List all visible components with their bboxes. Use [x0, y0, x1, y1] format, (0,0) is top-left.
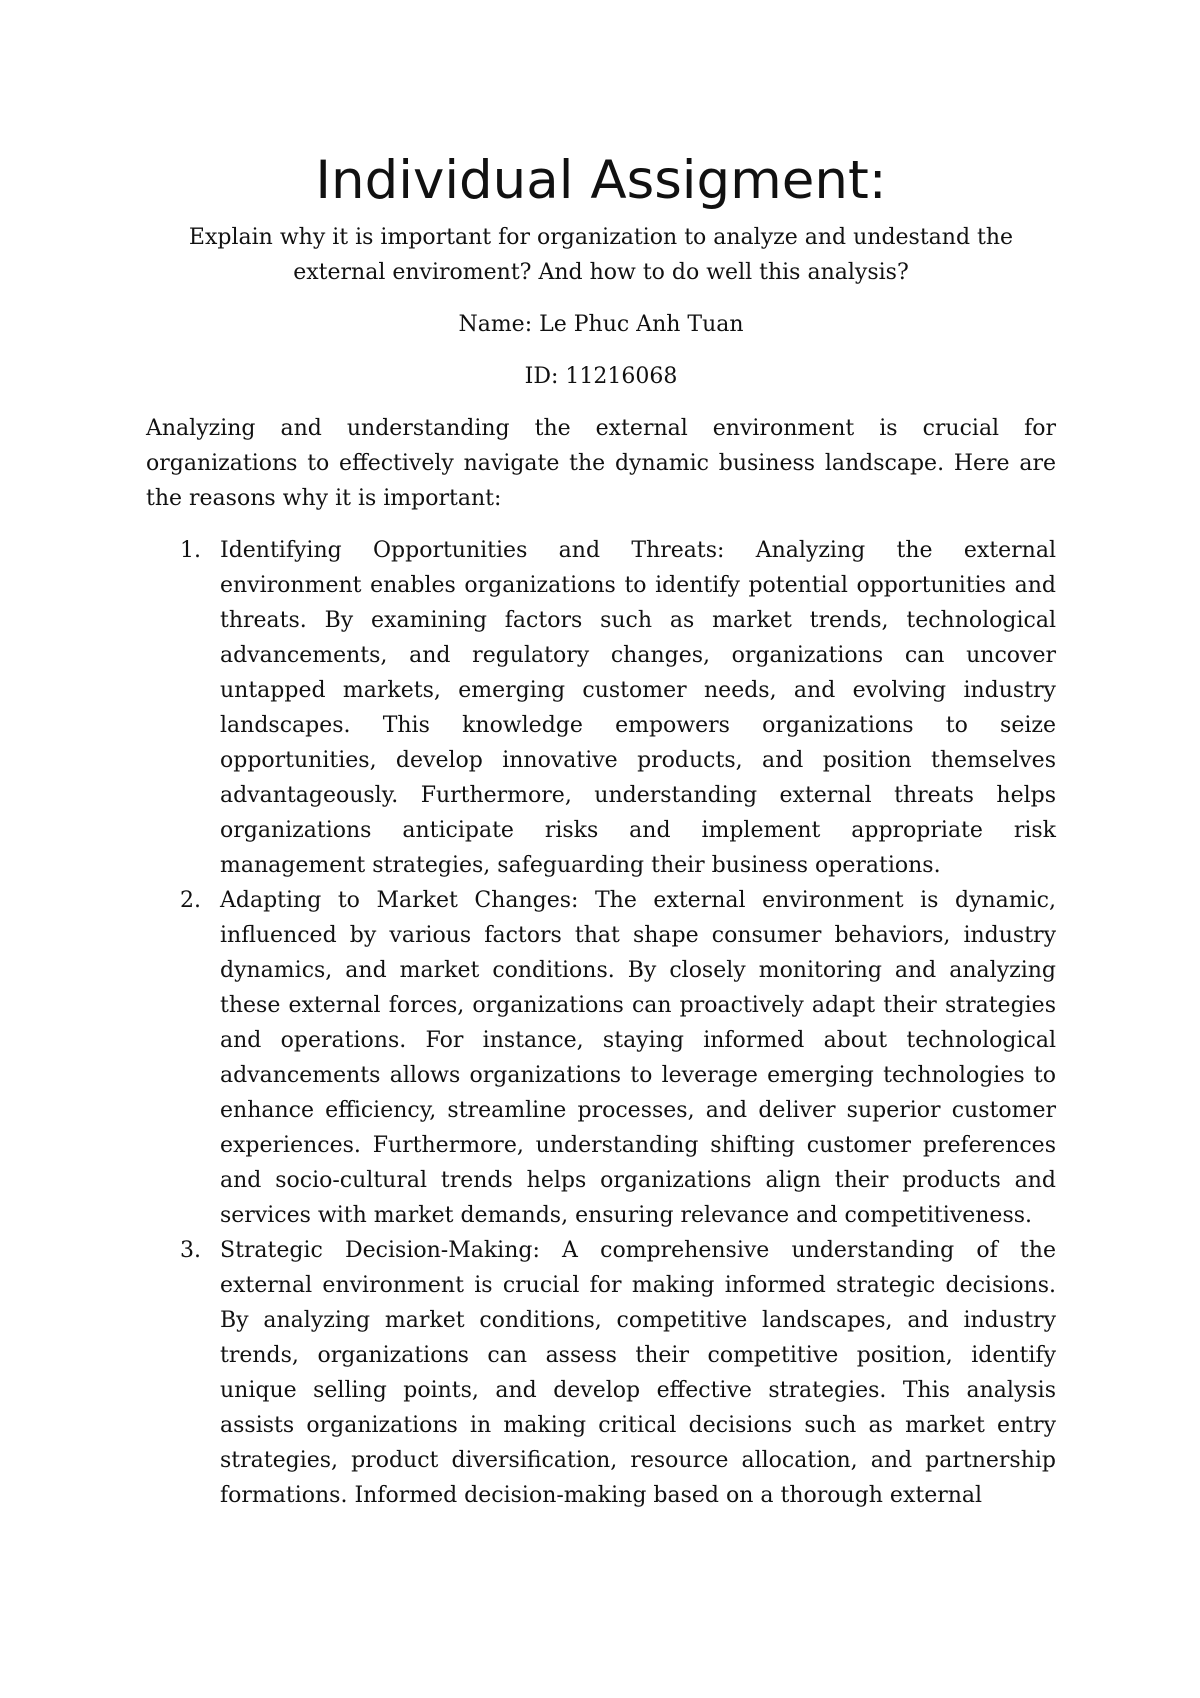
- reasons-list: [146, 533, 1056, 1513]
- reason-item-2: [146, 883, 1056, 1233]
- reason-number: 3.: [180, 1238, 201, 1263]
- reason-number: 1.: [180, 538, 201, 563]
- reason-text: Adapting to Market Changes: The external environment is dynamic, influenced by various factors that shape consumer behaviors, industry dynamics, and market conditions. By closely monitoring and analyzing these external forces, organizations can proactively adapt their strategies and operations. For instance, staying informed about technological advancements allows organizations to leverage emerging technologies to enhance efficiency, streamline processes, and deliver superior customer experiences. Furthermore, understanding shifting customer preferences and socio-cultural trends helps organizations align their products and services with market demands, ensuring relevance and competitiveness.: [220, 888, 1056, 1228]
- assignment-question: Explain why it is important for organization to analyze and undestand the external enviroment? And how to do well this analysis?: [188, 225, 1014, 285]
- reason-text: Strategic Decision-Making: A comprehensive understanding of the external environment is crucial for making informed strategic decisions. By analyzing market conditions, competitive landscapes, and industry trends, organizations can assess their competitive position, identify unique selling points, and develop effective strategies. This analysis assists organizations in making critical decisions such as market entry strategies, product diversification, resource allocation, and partnership formations. Informed decision-making based on a thorough external: [220, 1238, 1056, 1508]
- document-title: Individual Assigment:: [315, 150, 887, 211]
- intro-paragraph: Analyzing and understanding the external environment is crucial for organizations to effectively navigate the dynamic business landscape. Here are the reasons why it is important:: [146, 416, 1056, 511]
- student-name: Name: Le Phuc Anh Tuan: [458, 312, 744, 337]
- reason-item-3: [146, 1233, 1056, 1513]
- student-id: ID: 11216068: [524, 364, 678, 389]
- document-body: [146, 150, 1056, 1513]
- reason-number: 2.: [180, 888, 201, 913]
- reason-item-1: [146, 533, 1056, 883]
- reason-text: Identifying Opportunities and Threats: Analyzing the external environment enables organizations to identify potential opportunities and threats. By examining factors such as market trends, technological advancements, and regulatory changes, organizations can uncover untapped markets, emerging customer needs, and evolving industry landscapes. This knowledge empowers organizations to seize opportunities, develop innovative products, and position themselves advantageously. Furthermore, understanding external threats helps organizations anticipate risks and implement appropriate risk management strategies, safeguarding their business operations.: [220, 538, 1056, 878]
